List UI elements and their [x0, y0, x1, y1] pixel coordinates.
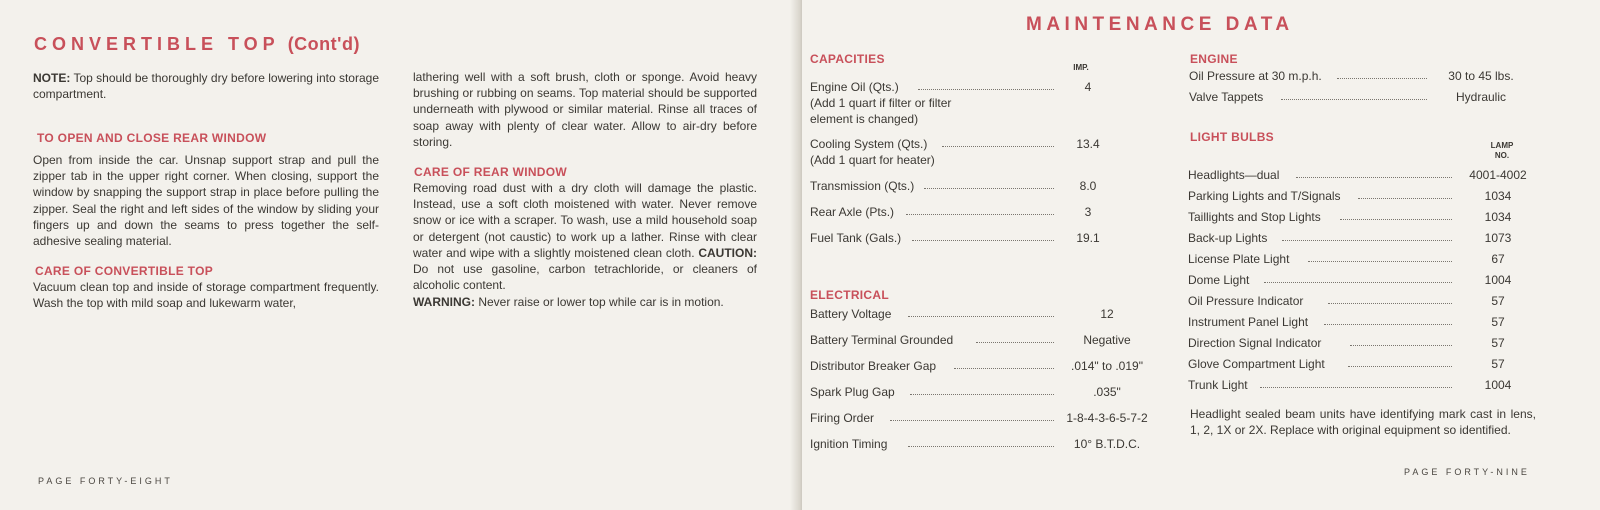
lamp-col-head-line-1: LAMP: [1490, 141, 1514, 150]
rear-window-paragraph: Open from inside the car. Unsnap support strap and pull the zipper tab in the upper right corner. When closing, support the window by snapping the support strap in place before pulling the zipper. Seal the right and left sides of the window by sliding your fingers up and down the seams to press together the self-adhesive sealing material.: [33, 153, 379, 249]
leader-dots: [1296, 177, 1452, 178]
bulb-label: Headlights—dual: [1188, 168, 1280, 182]
leader-dots: [1350, 345, 1452, 346]
headlight-footnote: Headlight sealed beam units have identifying mark cast in lens, 1, 2, 1X or 2X. Replace with original equipment so identified.: [1190, 407, 1536, 437]
capacity-label: Engine Oil (Qts.): [810, 80, 899, 94]
note-text: Top should be thoroughly dry before lowering into storage compartment.: [33, 71, 379, 102]
capacity-value: 4: [1084, 80, 1092, 94]
engine-label: Oil Pressure at 30 m.p.h.: [1189, 69, 1322, 83]
bulb-label: Dome Light: [1188, 273, 1250, 287]
leader-dots: [1260, 387, 1452, 388]
bulb-value: 1004: [1484, 378, 1512, 392]
bulb-label: Instrument Panel Light: [1188, 315, 1309, 329]
bulb-value: 57: [1491, 294, 1505, 308]
electrical-value: 12: [1100, 307, 1114, 321]
leader-dots: [890, 420, 1054, 421]
capacity-label: Cooling System (Qts.): [810, 137, 928, 151]
bulb-value: 1004: [1484, 273, 1512, 287]
leader-dots: [954, 368, 1054, 369]
care-top-continued: lathering well with a soft brush, cloth or sponge. Avoid heavy brushing or rubbing on seams. Top material should be supported underneath with plywood or similar material. Rinse all traces of soap away with plenty of clear water. Allow to air-dry before storing.: [413, 70, 757, 149]
page-title: [34, 34, 360, 55]
leader-dots: [918, 89, 1054, 90]
note-paragraph: [33, 70, 379, 102]
capacity-value: 8.0: [1079, 179, 1097, 193]
leader-dots: [976, 342, 1054, 343]
lamp-col-head-line-2: NO.: [1494, 151, 1510, 160]
electrical-label: Ignition Timing: [810, 437, 888, 451]
title-continued: (Cont'd): [287, 34, 360, 54]
bulb-value: 1034: [1484, 189, 1512, 203]
oil-note-line-1: (Add 1 quart if filter or filter: [810, 96, 952, 110]
electrical-heading: ELECTRICAL: [810, 288, 889, 302]
section-heading-care-window: CARE OF REAR WINDOW: [414, 165, 568, 179]
title-text: CONVERTIBLE TOP: [34, 34, 280, 54]
right-page: [802, 0, 1600, 510]
bulb-label: Trunk Light: [1188, 378, 1248, 392]
lamp-col-head: [1482, 141, 1522, 161]
capacity-value: 3: [1084, 205, 1092, 219]
leader-dots: [908, 316, 1054, 317]
light-bulbs-heading: LIGHT BULBS: [1190, 130, 1274, 144]
electrical-value: Negative: [1083, 333, 1131, 347]
maintenance-title: MAINTENANCE DATA: [1026, 14, 1294, 35]
leader-dots: [1282, 240, 1452, 241]
engine-value: 30 to 45 lbs.: [1448, 69, 1514, 83]
leader-dots: [1308, 261, 1452, 262]
leader-dots: [1324, 324, 1452, 325]
electrical-label: Distributor Breaker Gap: [810, 359, 937, 373]
page-number-right: PAGE FORTY-NINE: [1404, 467, 1530, 477]
engine-heading: ENGINE: [1190, 52, 1238, 66]
leader-dots: [908, 446, 1054, 447]
leader-dots: [1337, 78, 1427, 79]
bulb-label: Back-up Lights: [1188, 231, 1268, 245]
bulb-value: 57: [1491, 357, 1505, 371]
leader-dots: [910, 394, 1054, 395]
bulb-value: 1034: [1484, 210, 1512, 224]
caution-text: Do not use gasoline, carbon tetrachloride, or cleaners of alcoholic content.: [413, 262, 757, 293]
electrical-value: 10° B.T.D.C.: [1073, 437, 1141, 451]
bulb-value: 1073: [1484, 231, 1512, 245]
leader-dots: [1328, 303, 1452, 304]
warning-text: Never raise or lower top while car is in motion.: [475, 295, 724, 309]
engine-label: Valve Tappets: [1189, 90, 1264, 104]
leader-dots: [906, 214, 1054, 215]
capacity-label: Fuel Tank (Gals.): [810, 231, 902, 245]
capacity-label: Transmission (Qts.): [810, 179, 915, 193]
electrical-value: 1-8-4-3-6-5-7-2: [1066, 411, 1148, 425]
leader-dots: [1340, 219, 1452, 220]
leader-dots: [1358, 198, 1452, 199]
electrical-label: Firing Order: [810, 411, 875, 425]
left-page: [0, 0, 798, 510]
electrical-value: .014" to .019": [1071, 359, 1143, 373]
oil-note-line-2: element is changed): [810, 112, 919, 126]
bulb-label: Oil Pressure Indicator: [1188, 294, 1304, 308]
leader-dots: [1264, 282, 1452, 283]
bulb-label: Parking Lights and T/Signals: [1188, 189, 1341, 203]
care-top-paragraph: Vacuum clean top and inside of storage compartment frequently. Wash the top with mild soap and lukewarm water,: [33, 280, 379, 311]
capacity-value: 13.4: [1076, 137, 1100, 151]
bulb-value: 4001-4002: [1469, 168, 1527, 182]
capacity-label: Rear Axle (Pts.): [810, 205, 895, 219]
electrical-label: Battery Terminal Grounded: [810, 333, 954, 347]
capacity-value: 19.1: [1076, 231, 1100, 245]
bulb-label: Taillights and Stop Lights: [1188, 210, 1321, 224]
cooling-note: (Add 1 quart for heater): [810, 153, 935, 167]
bulb-value: 57: [1491, 315, 1505, 329]
leader-dots: [1348, 366, 1452, 367]
leader-dots: [942, 146, 1054, 147]
bulb-value: 67: [1491, 252, 1505, 266]
section-heading-rear-window: TO OPEN AND CLOSE REAR WINDOW: [37, 131, 267, 145]
section-heading-care-top: CARE OF CONVERTIBLE TOP: [35, 264, 214, 278]
care-window-paragraph: [413, 180, 757, 293]
warning-label: WARNING:: [413, 295, 475, 309]
electrical-label: Battery Voltage: [810, 307, 892, 321]
leader-dots: [1281, 99, 1427, 100]
bulb-label: License Plate Light: [1188, 252, 1290, 266]
electrical-value: .035": [1093, 385, 1121, 399]
engine-value: Hydraulic: [1455, 90, 1506, 104]
bulb-label: Glove Compartment Light: [1188, 357, 1325, 371]
capacities-heading: CAPACITIES: [810, 52, 885, 66]
leader-dots: [912, 240, 1054, 241]
caution-label: CAUTION:: [698, 245, 757, 260]
capacities-col-head: IMP.: [1073, 63, 1089, 72]
electrical-label: Spark Plug Gap: [810, 385, 895, 399]
page-number-left: PAGE FORTY-EIGHT: [38, 476, 173, 486]
care-window-text: Removing road dust with a dry cloth will damage the plastic. Instead, use a soft cloth moistened with water. Never remove snow or ice with a scraper. To wash, use a mild household soap or detergent (not caustic) to work up a lather. Rinse with clear water and wipe with a slightly moistened clean cloth.: [413, 181, 757, 260]
bulb-label: Direction Signal Indicator: [1188, 336, 1322, 350]
note-label: NOTE:: [33, 71, 71, 85]
warning-paragraph: [413, 294, 757, 310]
leader-dots: [924, 188, 1054, 189]
bulb-value: 57: [1491, 336, 1505, 350]
